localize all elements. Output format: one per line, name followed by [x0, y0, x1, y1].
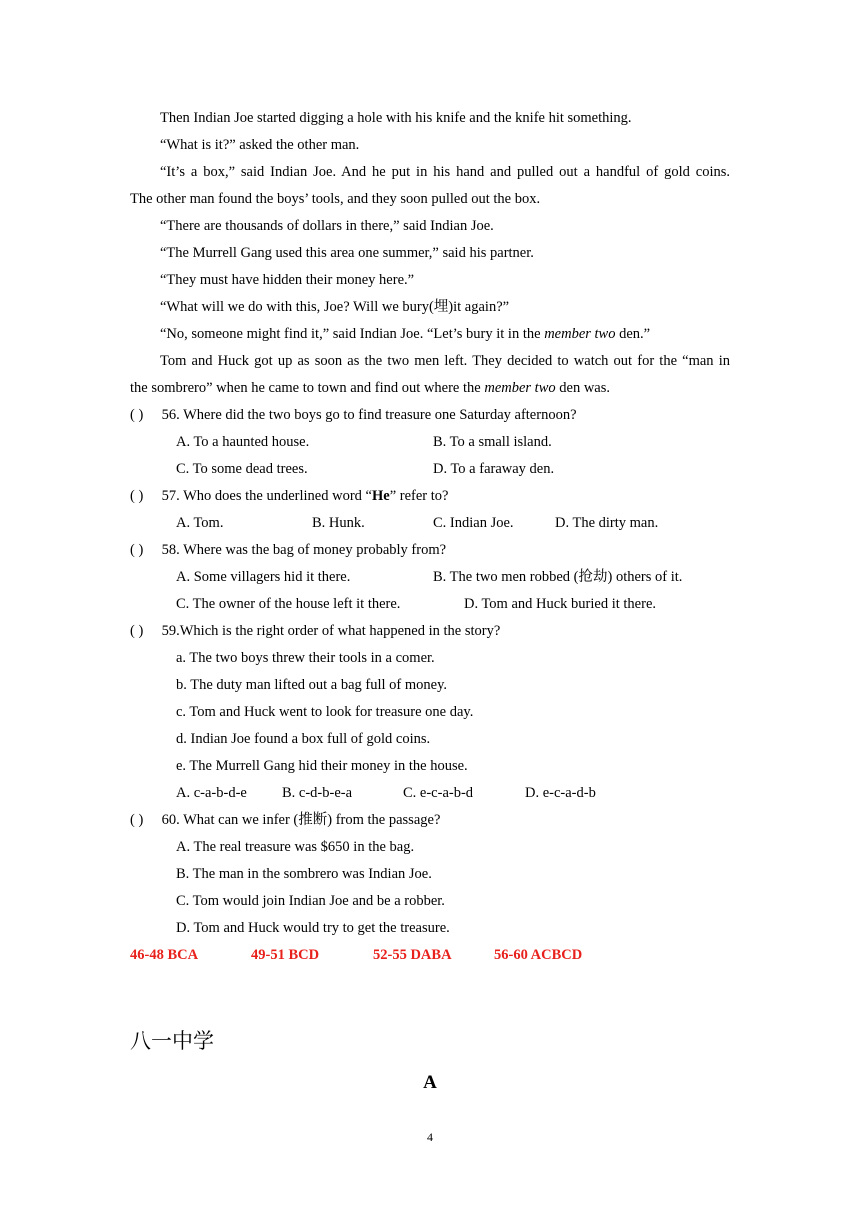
passage-paragraph: Then Indian Joe started digging a hole with his knife and the knife hit something.: [160, 110, 632, 126]
answer-key: 56-60 ACBCD: [494, 947, 583, 963]
question-text: ” refer to?: [389, 488, 449, 504]
option-a: A. Tom.: [176, 515, 224, 531]
question-60-stem: [130, 811, 440, 829]
question-57-stem: [130, 487, 448, 505]
passage-paragraph: “What will we do with this, Joe? Will we bury(埋)it again?”: [160, 299, 510, 315]
answer-key: 46-48 BCA: [130, 947, 199, 963]
question-text: 56. Where did the two boys go to find treasure one Saturday afternoon?: [158, 407, 577, 423]
italic-term: member two: [544, 326, 616, 342]
option-d: D. Tom and Huck would try to get the treasure.: [176, 920, 450, 936]
question-text: 58. Where was the bag of money probably from?: [158, 542, 447, 558]
option-b: B. Hunk.: [312, 515, 365, 531]
passage-paragraph-continued: The other man found the boys’ tools, and they soon pulled out the box.: [130, 191, 541, 207]
answer-key: 49-51 BCD: [251, 947, 320, 963]
passage-paragraph: “It’s a box,” said Indian Joe. And he put in his hand and pulled out a handful of gold coins.: [160, 164, 730, 180]
option-b: B. The two men robbed (抢劫) others of it.: [433, 569, 683, 585]
question-58-stem: [130, 541, 446, 559]
section-heading: 八一中学: [130, 1029, 214, 1053]
passage-paragraph-continued: [130, 379, 610, 397]
passage-paragraph: “What is it?” asked the other man.: [160, 137, 360, 153]
answer-blank[interactable]: ( ): [130, 812, 144, 828]
option-c: C. Indian Joe.: [433, 515, 514, 531]
option-b: B. To a small island.: [433, 434, 552, 450]
option-a: A. The real treasure was $650 in the bag.: [176, 839, 415, 855]
question-56-stem: [130, 406, 577, 424]
answer-blank[interactable]: ( ): [130, 623, 144, 639]
option-c: C. e-c-a-b-d: [403, 785, 474, 801]
passage-paragraph: “There are thousands of dollars in there,” said Indian Joe.: [160, 218, 494, 234]
option-b: B. c-d-b-e-a: [282, 785, 353, 801]
option-a: A. To a haunted house.: [176, 434, 310, 450]
option-b: B. The man in the sombrero was Indian Joe.: [176, 866, 432, 882]
question-text: 60. What can we infer (推断) from the passage?: [158, 812, 441, 828]
italic-term: member two: [484, 380, 556, 396]
option-d: D. Tom and Huck buried it there.: [464, 596, 657, 612]
question-59-stem: [130, 622, 500, 640]
bold-term: He: [371, 488, 390, 504]
question-text: 59.Which is the right order of what happened in the story?: [158, 623, 501, 639]
event-item: b. The duty man lifted out a bag full of money.: [176, 677, 448, 693]
option-c: C. Tom would join Indian Joe and be a robber.: [176, 893, 445, 909]
text-span: “No, someone might find it,” said Indian Joe. “Let’s bury it in the: [160, 326, 545, 342]
answer-key: 52-55 DABA: [373, 947, 452, 963]
option-c: C. To some dead trees.: [176, 461, 308, 477]
text-span: den.”: [615, 326, 651, 342]
passage-paragraph: Tom and Huck got up as soon as the two men left. They decided to watch out for the “man in: [160, 353, 730, 369]
option-d: D. The dirty man.: [555, 515, 659, 531]
section-letter: A: [423, 1072, 437, 1093]
answer-blank[interactable]: ( ): [130, 407, 144, 423]
answer-blank[interactable]: ( ): [130, 488, 144, 504]
passage-paragraph: [160, 325, 650, 343]
event-item: c. Tom and Huck went to look for treasure one day.: [176, 704, 474, 720]
text-span: the sombrero” when he came to town and find out where the: [130, 380, 485, 396]
answer-blank[interactable]: ( ): [130, 542, 144, 558]
question-text: 57. Who does the underlined word “: [158, 488, 372, 504]
event-item: e. The Murrell Gang hid their money in the house.: [176, 758, 468, 774]
option-d: D. To a faraway den.: [433, 461, 555, 477]
option-d: D. e-c-a-d-b: [525, 785, 596, 801]
text-span: den was.: [555, 380, 611, 396]
event-item: a. The two boys threw their tools in a comer.: [176, 650, 435, 666]
page-number: 4: [427, 1130, 433, 1144]
passage-paragraph: “They must have hidden their money here.”: [160, 272, 415, 288]
event-item: d. Indian Joe found a box full of gold coins.: [176, 731, 431, 747]
option-c: C. The owner of the house left it there.: [176, 596, 401, 612]
option-a: A. c-a-b-d-e: [176, 785, 247, 801]
option-a: A. Some villagers hid it there.: [176, 569, 351, 585]
passage-paragraph: “The Murrell Gang used this area one summer,” said his partner.: [160, 245, 534, 261]
